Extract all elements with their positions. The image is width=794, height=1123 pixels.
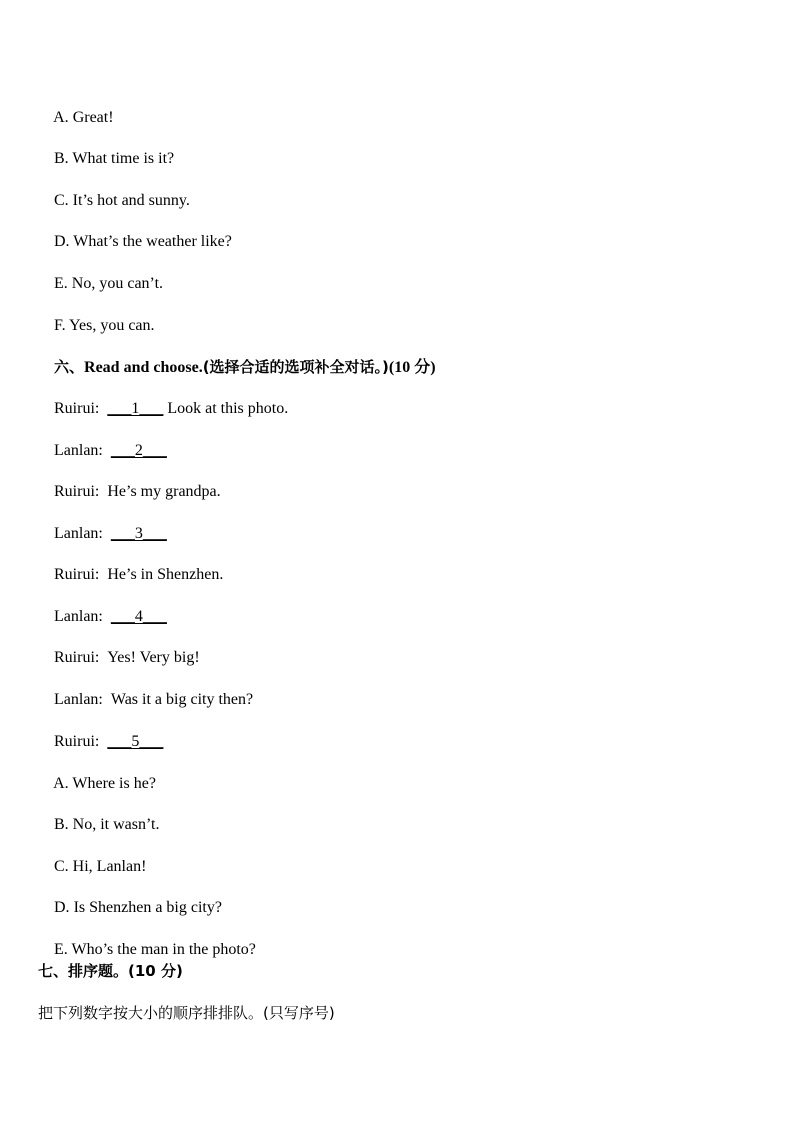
dialogue-text: He’s my grandpa. bbox=[107, 483, 221, 500]
option-letter: D. bbox=[54, 233, 70, 250]
option-text: It’s hot and sunny. bbox=[72, 192, 190, 209]
option-letter: F. bbox=[54, 317, 66, 334]
option-letter: B. bbox=[54, 816, 69, 833]
speaker-name: Ruirui: bbox=[54, 733, 100, 750]
option-letter: C. bbox=[54, 858, 69, 875]
speaker-name: Lanlan: bbox=[54, 691, 103, 708]
option-letter: E. bbox=[54, 275, 68, 292]
answer-blank: ___3___ bbox=[110, 525, 167, 542]
option-text: What time is it? bbox=[72, 150, 175, 167]
answer-blank: ___5___ bbox=[107, 733, 164, 750]
answer-blank: ___4___ bbox=[110, 608, 167, 625]
dialogue-text: Look at this photo. bbox=[167, 400, 289, 417]
option-text: Great! bbox=[72, 109, 114, 126]
section-number: 六、 bbox=[54, 358, 85, 376]
speaker-name: Ruirui: bbox=[54, 649, 100, 666]
section-heading: 七、排序题。(10 分) bbox=[38, 962, 183, 980]
option-letter: E. bbox=[54, 941, 68, 958]
dialogue-text: He’s in Shenzhen. bbox=[107, 566, 224, 583]
option-text: What’s the weather like? bbox=[73, 233, 232, 250]
section-instruction: 把下列数字按大小的顺序排排队。(只写序号) bbox=[38, 1004, 335, 1022]
option-text: Who’s the man in the photo? bbox=[71, 941, 256, 958]
option-letter: B. bbox=[54, 150, 69, 167]
option-letter: A. bbox=[53, 109, 69, 126]
option-letter: A. bbox=[53, 775, 69, 792]
option-text: No, it wasn’t. bbox=[72, 816, 160, 833]
section-points: (10 分) bbox=[388, 359, 436, 376]
section-title-cn: (选择合适的选项补全对话。) bbox=[202, 358, 389, 376]
speaker-name: Ruirui: bbox=[54, 483, 100, 500]
answer-blank: ___2___ bbox=[110, 442, 167, 459]
dialogue-text: Yes! Very big! bbox=[107, 649, 200, 666]
speaker-name: Ruirui: bbox=[54, 566, 100, 583]
dialogue-text: Was it a big city then? bbox=[110, 691, 254, 708]
answer-blank: ___1___ bbox=[107, 400, 164, 417]
option-text: No, you can’t. bbox=[71, 275, 164, 292]
speaker-name: Lanlan: bbox=[54, 608, 103, 625]
speaker-name: Ruirui: bbox=[54, 400, 100, 417]
section-title-en: Read and choose. bbox=[84, 359, 203, 376]
speaker-name: Lanlan: bbox=[54, 442, 103, 459]
option-text: Hi, Lanlan! bbox=[72, 858, 147, 875]
option-letter: D. bbox=[54, 899, 70, 916]
option-text: Is Shenzhen a big city? bbox=[73, 899, 222, 916]
option-text: Where is he? bbox=[72, 775, 156, 792]
option-letter: C. bbox=[54, 192, 69, 209]
speaker-name: Lanlan: bbox=[54, 525, 103, 542]
option-text: Yes, you can. bbox=[69, 317, 155, 334]
